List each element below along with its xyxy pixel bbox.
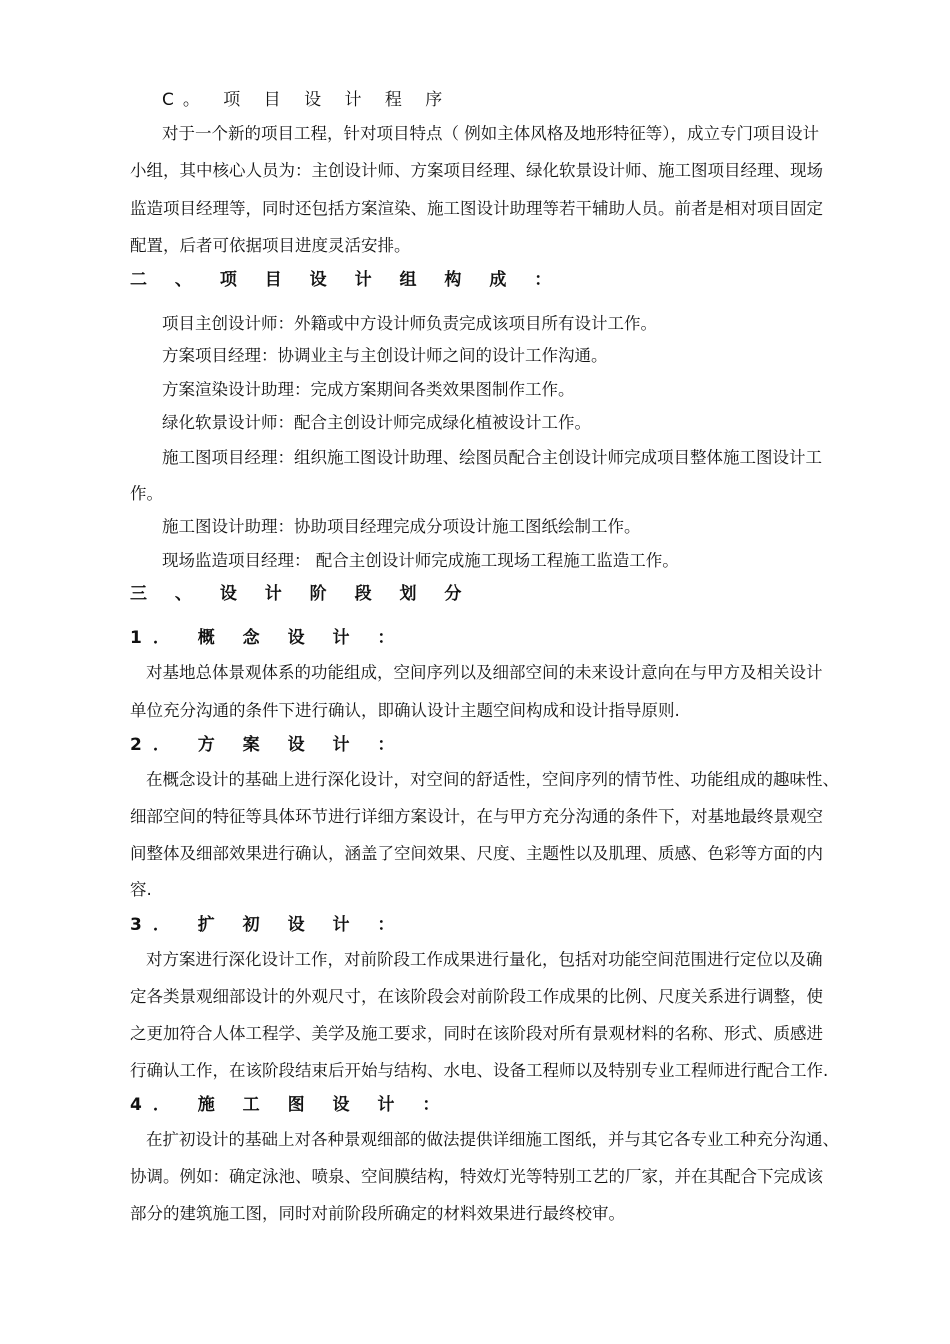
section-3-heading: 三 、 设 计 阶 段 划 分 <box>130 584 473 604</box>
section-2-heading: 二 、 项 目 设 计 组 构 成 ： <box>130 270 563 290</box>
team-item: 作。 <box>130 484 163 503</box>
phase-2-text-line: 容. <box>130 880 152 899</box>
phase-1-text-line: 对基地总体景观体系的功能组成，空间序列以及细部空间的未来设计意向在与甲方及相关设计 <box>146 663 823 682</box>
team-item: 项目主创设计师：外籍或中方设计师负责完成该项目所有设计工作。 <box>162 314 657 333</box>
phase-2-text-line: 间整体及细部效果进行确认，涵盖了空间效果、尺度、主题性以及肌理、质感、色彩等方面的内 <box>130 844 823 863</box>
phase-3-text-line: 对方案进行深化设计工作，对前阶段工作成果进行量化，包括对功能空间范围进行定位以及确 <box>146 950 823 969</box>
c-paragraph-line: 对于一个新的项目工程，针对项目特点（ 例如主体风格及地形特征等），成立专门项目设计 <box>162 124 819 143</box>
phase-3-text-line: 之更加符合人体工程学、美学及施工要求，同时在该阶段对所有景观材料的名称、形式、质感进 <box>130 1024 823 1043</box>
phase-4-heading: 4． 施 工 图 设 计 ： <box>130 1095 451 1115</box>
phase-1-heading: 1． 概 念 设 计 ： <box>130 628 406 648</box>
phase-3-text-line: 定各类景观细部设计的外观尺寸，在该阶段会对前阶段工作成果的比例、尺度关系进行调整，使 <box>130 987 823 1006</box>
phase-2-text-line: 在概念设计的基础上进行深化设计，对空间的舒适性，空间序列的情节性、功能组成的趣味性、 <box>146 770 839 789</box>
team-item: 绿化软景设计师：配合主创设计师完成绿化植被设计工作。 <box>162 413 591 432</box>
team-item: 方案渲染设计助理：完成方案期间各类效果图制作工作。 <box>162 380 575 399</box>
c-paragraph-line: 监造项目经理等，同时还包括方案渲染、施工图设计助理等若干辅助人员。前者是相对项目固定 <box>130 199 823 218</box>
c-paragraph-line: 小组，其中核心人员为：主创设计师、方案项目经理、绿化软景设计师、施工图项目经理、现场 <box>130 161 823 180</box>
phase-3-heading: 3． 扩 初 设 计 ： <box>130 915 406 935</box>
phase-4-text-line: 协调。例如：确定泳池、喷泉、空间膜结构，特效灯光等特别工艺的厂家，并在其配合下完成该 <box>130 1167 823 1186</box>
section-c-heading: C。 项 目 设 计 程 序 <box>162 90 452 110</box>
phase-2-heading: 2． 方 案 设 计 ： <box>130 735 406 755</box>
phase-4-text-line: 部分的建筑施工图，同时对前阶段所确定的材料效果进行最终校审。 <box>130 1204 625 1223</box>
team-item: 方案项目经理：协调业主与主创设计师之间的设计工作沟通。 <box>162 346 608 365</box>
team-item: 施工图设计助理：协助项目经理完成分项设计施工图纸绘制工作。 <box>162 517 641 536</box>
phase-3-text-line: 行确认工作，在该阶段结束后开始与结构、水电、设备工程师以及特别专业工程师进行配合工作. <box>130 1061 829 1080</box>
team-item: 现场监造项目经理： 配合主创设计师完成施工现场工程施工监造工作。 <box>162 551 679 570</box>
phase-4-text-line: 在扩初设计的基础上对各种景观细部的做法提供详细施工图纸，并与其它各专业工种充分沟通、 <box>146 1130 839 1149</box>
phase-1-text-line: 单位充分沟通的条件下进行确认，即确认设计主题空间构成和设计指导原则. <box>130 701 680 720</box>
phase-2-text-line: 细部空间的特征等具体环节进行详细方案设计，在与甲方充分沟通的条件下，对基地最终景观空 <box>130 807 823 826</box>
team-item: 施工图项目经理：组织施工图设计助理、绘图员配合主创设计师完成项目整体施工图设计工 <box>162 448 822 467</box>
c-paragraph-line: 配置，后者可依据项目进度灵活安排。 <box>130 236 411 255</box>
